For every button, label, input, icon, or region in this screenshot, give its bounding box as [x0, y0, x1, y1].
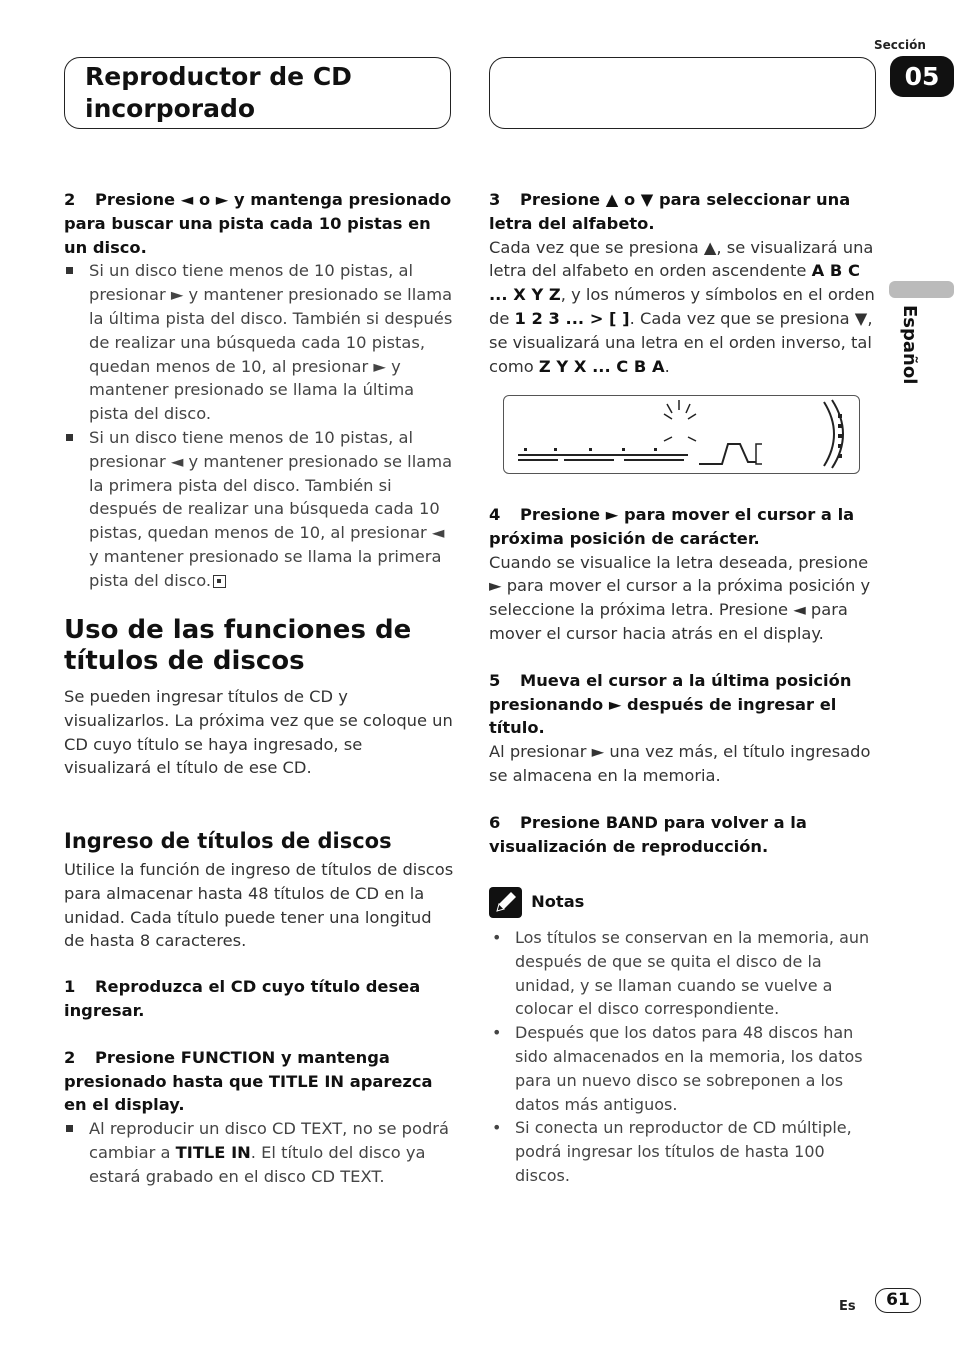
body-bold: A B C ... X Y Z: [489, 261, 860, 305]
language-tab: [889, 281, 954, 298]
bullet-icon: •: [492, 1118, 502, 1138]
step-text: Mueva el cursor a la última posición presionando ► después de ingresar el título.: [489, 670, 852, 738]
note-bold: TITLE IN: [175, 1142, 251, 1162]
language-label: Español: [899, 305, 920, 385]
bullet-icon: •: [492, 928, 502, 947]
step-5-body: Al presionar ► una vez más, el título ingresado se almacena en la memoria.: [489, 742, 871, 785]
list-item: [489, 926, 879, 1021]
step-number: 6: [489, 812, 501, 832]
step-text: Presione ◄ o ► y mantenga presionado para buscar una pista cada 10 pistas en un disco.: [64, 190, 452, 257]
step-text: Presione BAND para volver a la visualización de reproducción.: [489, 812, 807, 856]
step-6: [489, 811, 879, 859]
step-text: Presione FUNCTION y mantenga presionado hasta que TITLE IN aparezca en el display.: [64, 1047, 433, 1115]
note-text: Los títulos se conservan en la memoria, aun después de que se quita el disco de la unidad, y se llaman cuando se vuelve a colocar el disco correspondiente.: [515, 928, 870, 1019]
body-text: . Cada vez que se presiona ▼, se visualizará una letra en el orden inverso, tal como: [489, 308, 873, 376]
list-item: [489, 1021, 879, 1116]
bullet-icon: •: [492, 1023, 502, 1043]
note-item: [64, 259, 454, 426]
header-empty-box: [489, 57, 876, 129]
chapter-title-line2: incorporado: [85, 94, 256, 123]
section-block: [64, 615, 454, 780]
right-column-steps: [489, 503, 879, 858]
list-item: [489, 1116, 879, 1187]
note-text: Si un disco tiene menos de 10 pistas, al presionar ◄ y mantener presionado se llama la primera pista del disco. También si después de realizar una búsqueda cada 10 pistas, quedan menos de 10, al presionar ◄ y mantener presionado se llama la primera pista del disco.: [89, 427, 453, 590]
step-text: Presione ▲ o ▼ para seleccionar una letra del alfabeto.: [489, 190, 851, 233]
note-text: Al reproducir un disco CD TEXT, no se podrá cambiar a: [89, 1119, 449, 1162]
note-text: Si un disco tiene menos de 10 pistas, al presionar ► y mantener presionado se llama la última pista del disco. También si después de realizar una búsqueda cada 10 pistas, quedan menos de 10, al presionar ► y mantener presionado se llama la última pista del disco.: [89, 261, 453, 424]
note-text: Si conecta un reproductor de CD múltiple, podrá ingresar los títulos de hasta 100 discos.: [515, 1118, 852, 1185]
square-bullet-icon: [66, 1125, 73, 1132]
chapter-title-box: [64, 57, 451, 129]
notes-header: [489, 887, 584, 918]
note-text: Después que los datos para 48 discos han sido almacenados en la memoria, los datos para un nuevo disco se sobreponen a los datos más antiguos.: [515, 1023, 863, 1114]
step-text: Reproduzca el CD cuyo título desea ingresar.: [64, 977, 421, 1020]
step-number: 4: [489, 505, 501, 524]
step-4-body: Cuando se visualice la letra deseada, presione ► para mover el cursor a la próxima posición y seleccione la próxima letra. Presione ◄ para mover el cursor hacia atrás en el display.: [489, 552, 871, 643]
step-number: 2: [64, 1047, 76, 1067]
step-3: [489, 188, 879, 236]
subsection-block: [64, 827, 454, 1189]
section-number-badge: 05: [890, 56, 954, 97]
subsection-intro: Utilice la función de ingreso de títulos de discos para almacenar hasta 48 títulos de CD en la unidad. Cada título puede tener una longitud de hasta 8 caracteres.: [64, 860, 454, 951]
body-bold: 1 2 3 ... > [ ]: [514, 308, 630, 328]
lcd-display: [503, 395, 860, 474]
step-4: [489, 503, 879, 551]
body-text: Cada vez que se presiona ▲, se visualizará una letra del alfabeto en orden ascendente: [489, 237, 874, 281]
step-2-search: [64, 188, 454, 259]
left-column: [64, 188, 454, 593]
section-intro: Se pueden ingresar títulos de CD y visualizarlos. La próxima vez que se coloque un CD cuyo título se haya ingresado, se visualizará el título de ese CD.: [64, 687, 453, 778]
note-text: . El título del disco ya estará grabado en el disco CD TEXT.: [89, 1142, 426, 1186]
step-text: Presione ► para mover el cursor a la próxima posición de carácter.: [489, 505, 855, 548]
step-number: 3: [489, 190, 501, 209]
step-2-function: [64, 1046, 454, 1117]
body-text: , y los números y símbolos en el orden de: [489, 285, 875, 328]
right-column-top: [489, 188, 879, 378]
lcd-graphic: [504, 396, 859, 473]
note-item: [64, 1117, 454, 1188]
step-number: 2: [64, 190, 76, 209]
step-number: 5: [489, 670, 501, 690]
section-title: Uso de las funciones de títulos de discos: [64, 615, 412, 676]
page-number: 61: [875, 1288, 921, 1313]
chapter-title-line1: Reproductor de CD: [85, 62, 352, 91]
body-bold: Z Y X ... C B A: [538, 356, 665, 376]
square-bullet-icon: [66, 267, 73, 274]
notes-title: Notas: [531, 892, 585, 911]
subsection-title: Ingreso de títulos de discos: [64, 829, 392, 853]
step-1: [64, 975, 454, 1023]
footer-lang-code: Es: [839, 1299, 856, 1314]
chapter-title: [85, 61, 352, 125]
square-bullet-icon: [66, 434, 73, 441]
step-number: 1: [64, 977, 76, 997]
step-5: [489, 669, 879, 740]
notes-list: [489, 926, 879, 1188]
body-text: .: [664, 356, 670, 376]
section-label: Sección: [874, 38, 926, 52]
end-mark-icon: [213, 575, 226, 588]
step-3-body: [489, 236, 879, 379]
pencil-icon: [489, 887, 522, 918]
note-item: [64, 426, 454, 593]
